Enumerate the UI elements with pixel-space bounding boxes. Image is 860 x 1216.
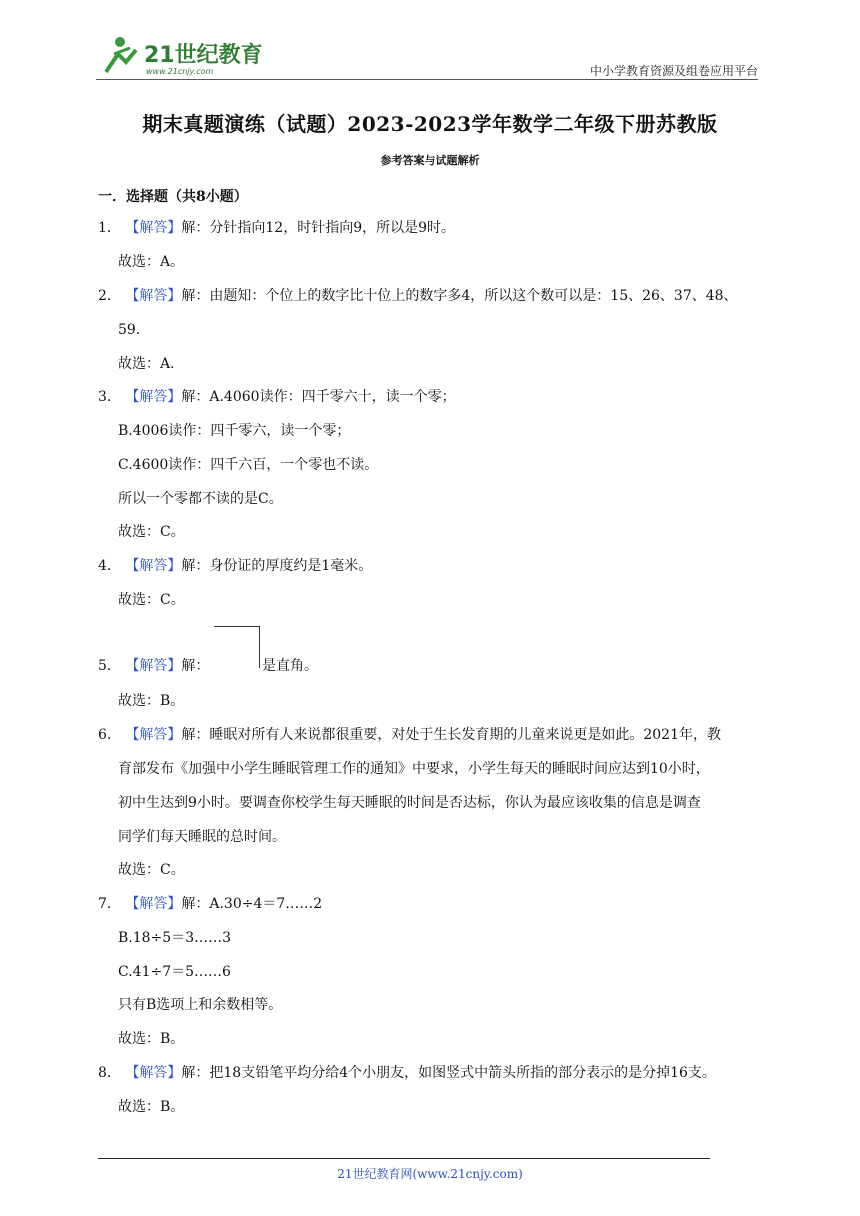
answer-tag: 【解答】 <box>125 727 182 743</box>
answer-6-line2: 育部发布《加强中小学生睡眠管理工作的通知》中要求，小学生每天的睡眠时间应达到10小时， <box>118 761 710 777</box>
answer-1-choice: 故选：A。 <box>118 254 185 270</box>
answer-tag: 【解答】 <box>125 558 182 574</box>
answer-3: 3． 【解答】解：A.4060读作：四千零六十，读一个零； <box>98 389 456 405</box>
answer-2-cont: 59． <box>118 322 150 338</box>
platform-name: 中小学教育资源及组卷应用平台 <box>589 64 758 78</box>
answer-4: 4． 【解答】解：身份证的厚度约是1毫米。 <box>98 558 373 574</box>
answer-5-after: 是直角。 <box>262 658 318 674</box>
answer-3-conclusion: 所以一个零都不读的是C。 <box>118 491 283 507</box>
answer-7: 7． 【解答】解：A.30÷4＝7……2 <box>98 896 323 912</box>
answer-2: 2． 【解答】解：由题知：个位上的数字比十位上的数字多4，所以这个数可以是：15、26、37、48、 <box>98 288 738 304</box>
svg-text:21世纪教育: 21世纪教育 <box>144 43 263 68</box>
answer-6-line3: 初中生达到9小时。要调查你校学生每天睡眠的时间是否达标，你认为最应该收集的信息是调查 <box>118 795 701 811</box>
answer-3-c: C.4600读作：四千六百，一个零也不读。 <box>118 457 379 473</box>
answer-8: 8． 【解答】解：把18支铅笔平均分给4个小朋友，如图竖式中箭头所指的部分表示的是分掉16支。 <box>98 1065 716 1081</box>
answer-7-choice: 故选：B。 <box>118 1031 185 1047</box>
answer-tag: 【解答】 <box>125 1065 182 1081</box>
answer-5-choice: 故选：B。 <box>118 693 185 709</box>
page-subtitle: 参考答案与试题解析 <box>380 154 480 167</box>
answer-tag: 【解答】 <box>125 389 182 405</box>
svg-text:www.21cnjy.com: www.21cnjy.com <box>146 67 214 76</box>
answer-2-choice: 故选：A． <box>118 356 185 372</box>
answer-3-b: B.4006读作：四千零六，读一个零； <box>118 423 351 439</box>
answer-8-choice: 故选：B。 <box>118 1099 185 1115</box>
answer-7-conclusion: 只有B选项上和余数相等。 <box>118 997 283 1013</box>
logo-21cnjy <box>96 32 266 78</box>
answer-6-choice: 故选：C。 <box>118 862 185 878</box>
right-angle-figure <box>214 626 260 668</box>
page-header <box>96 32 758 78</box>
answer-3-choice: 故选：C。 <box>118 524 185 540</box>
answer-1: 1． 【解答】解：分针指向12，时针指向9，所以是9时。 <box>98 220 456 236</box>
answer-4-choice: 故选：C。 <box>118 592 185 608</box>
answer-7-b: B.18÷5＝3……3 <box>118 930 232 946</box>
answer-tag: 【解答】 <box>125 288 182 304</box>
header-rule <box>96 79 758 80</box>
footer-link[interactable]: 21世纪教育网(www.21cnjy.com) <box>337 1167 523 1181</box>
page-title: 期末真题演练（试题）2023-2023学年数学二年级下册苏教版 <box>142 112 718 136</box>
answer-6-line4: 同学们每天睡眠的总时间。 <box>118 829 286 845</box>
section-heading: 一．选择题（共8小题） <box>98 189 248 205</box>
footer-rule <box>98 1158 710 1159</box>
answer-5: 5． 【解答】解： <box>98 658 210 674</box>
answer-tag: 【解答】 <box>125 220 182 236</box>
answer-7-c: C.41÷7＝5……6 <box>118 964 231 980</box>
answer-tag: 【解答】 <box>125 896 182 912</box>
answer-6: 6． 【解答】解：睡眠对所有人来说都很重要，对处于生长发育期的儿童来说更是如此。2021年，教 <box>98 727 722 743</box>
answer-tag: 【解答】 <box>125 658 182 674</box>
